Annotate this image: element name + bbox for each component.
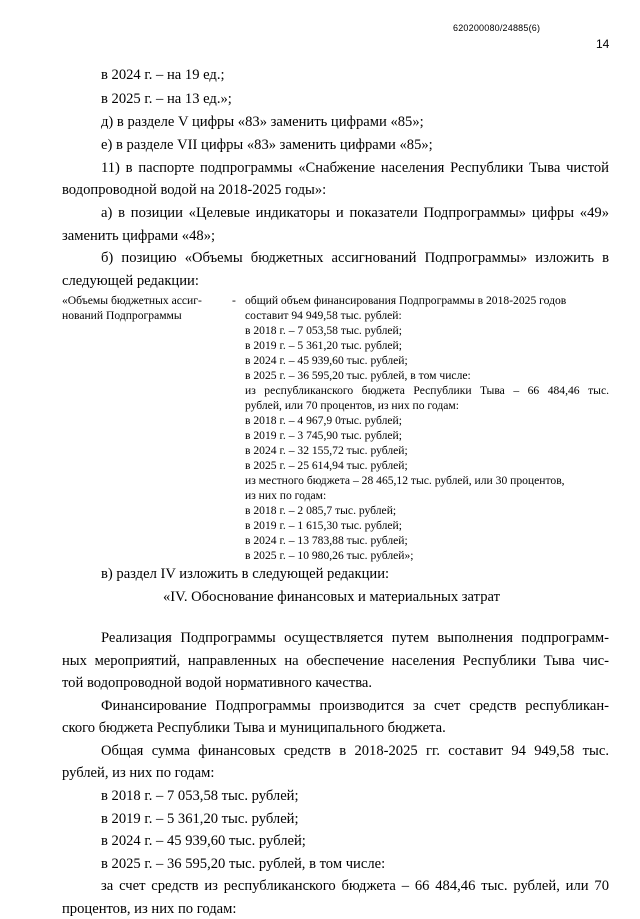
paragraph-line: ского бюджета Республики Тыва и муниципального бюджета.: [62, 720, 446, 736]
table-right-line: в 2025 г. – 25 614,94 тыс. рублей;: [245, 459, 408, 472]
table-left-line: нований Подпрограммы: [62, 309, 182, 322]
paragraph-line: той водопроводной водой нормативного качества.: [62, 675, 373, 691]
body-line: следующей редакции:: [62, 273, 199, 289]
body-line: в 2025 г. – на 13 ед.»;: [101, 91, 232, 107]
section-heading: «IV. Обоснование финансовых и материальных затрат: [163, 589, 500, 605]
paragraph-line: процентов, из них по годам:: [62, 901, 237, 917]
table-right-line: в 2019 г. – 5 361,20 тыс. рублей;: [245, 339, 402, 352]
paragraph-line: в 2025 г. – 36 595,20 тыс. рублей, в том числе:: [101, 856, 386, 872]
body-line: 11) в паспорте подпрограммы «Снабжение населения Республики Тыва чистой: [101, 160, 609, 176]
body-line: в 2024 г. – на 19 ед.;: [101, 67, 225, 83]
table-right-line: в 2024 г. – 32 155,72 тыс. рублей;: [245, 444, 408, 457]
body-line: е) в разделе VII цифры «83» заменить цифрами «85»;: [101, 137, 433, 153]
paragraph-line: в 2018 г. – 7 053,58 тыс. рублей;: [101, 788, 299, 804]
table-right-line: в 2024 г. – 45 939,60 тыс. рублей;: [245, 354, 408, 367]
body-line: заменить цифрами «48»;: [62, 228, 216, 244]
table-right-line: общий объем финансирования Подпрограммы в 2018-2025 годов: [245, 294, 567, 307]
table-right-line: из них по годам:: [245, 489, 327, 502]
section-instruction: в) раздел IV изложить в следующей редакции:: [101, 566, 390, 582]
table-right-line: в 2019 г. – 3 745,90 тыс. рублей;: [245, 429, 402, 442]
table-right-line: в 2018 г. – 7 053,58 тыс. рублей;: [245, 324, 402, 337]
table-right-line: из местного бюджета – 28 465,12 тыс. рублей, или 30 процентов,: [245, 474, 565, 487]
table-right-line: в 2025 г. – 10 980,26 тыс. рублей»;: [245, 549, 414, 562]
table-right-line: в 2018 г. – 4 967,9 0тыс. рублей;: [245, 414, 402, 427]
body-line: а) в позиции «Целевые индикаторы и показатели Подпрограммы» цифры «49»: [101, 205, 609, 221]
body-line: д) в разделе V цифры «83» заменить цифрами «85»;: [101, 114, 424, 130]
paragraph-line: ных мероприятий, направленных на обеспечение населения Республики Тыва чис-: [62, 653, 609, 669]
table-right-line: рублей, или 70 процентов, из них по годам:: [245, 399, 459, 412]
page-number: 14: [596, 37, 610, 51]
paragraph-line: Общая сумма финансовых средств в 2018-2025 гг. составит 94 949,58 тыс.: [101, 743, 609, 759]
body-line: водопроводной водой на 2018-2025 годы»:: [62, 182, 327, 198]
paragraph-line: в 2019 г. – 5 361,20 тыс. рублей;: [101, 811, 299, 827]
table-left-line: «Объемы бюджетных ассиг-: [62, 294, 202, 307]
paragraph-line: в 2024 г. – 45 939,60 тыс. рублей;: [101, 833, 306, 849]
body-line: б) позицию «Объемы бюджетных ассигнований Подпрограммы» изложить в: [101, 250, 609, 266]
paragraph-line: за счет средств из республиканского бюджета – 66 484,46 тыс. рублей, или 70: [101, 878, 609, 894]
table-right-line: составит 94 949,58 тыс. рублей:: [245, 309, 402, 322]
table-right-line: в 2019 г. – 1 615,30 тыс. рублей;: [245, 519, 402, 532]
paragraph-line: Финансирование Подпрограммы производится за счет средств республикан-: [101, 698, 609, 714]
table-right-line: в 2018 г. – 2 085,7 тыс. рублей;: [245, 504, 397, 517]
table-right-line: из республиканского бюджета Республики Тыва – 66 484,46 тыс.: [245, 384, 609, 397]
paragraph-line: рублей, из них по годам:: [62, 765, 215, 781]
paragraph-line: Реализация Подпрограммы осуществляется путем выполнения подпрограмм-: [101, 630, 609, 646]
document-number: 620200080/24885(6): [453, 23, 541, 33]
table-right-line: в 2025 г. – 36 595,20 тыс. рублей, в том числе:: [245, 369, 471, 382]
table-dash: -: [232, 294, 236, 307]
table-right-line: в 2024 г. – 13 783,88 тыс. рублей;: [245, 534, 408, 547]
